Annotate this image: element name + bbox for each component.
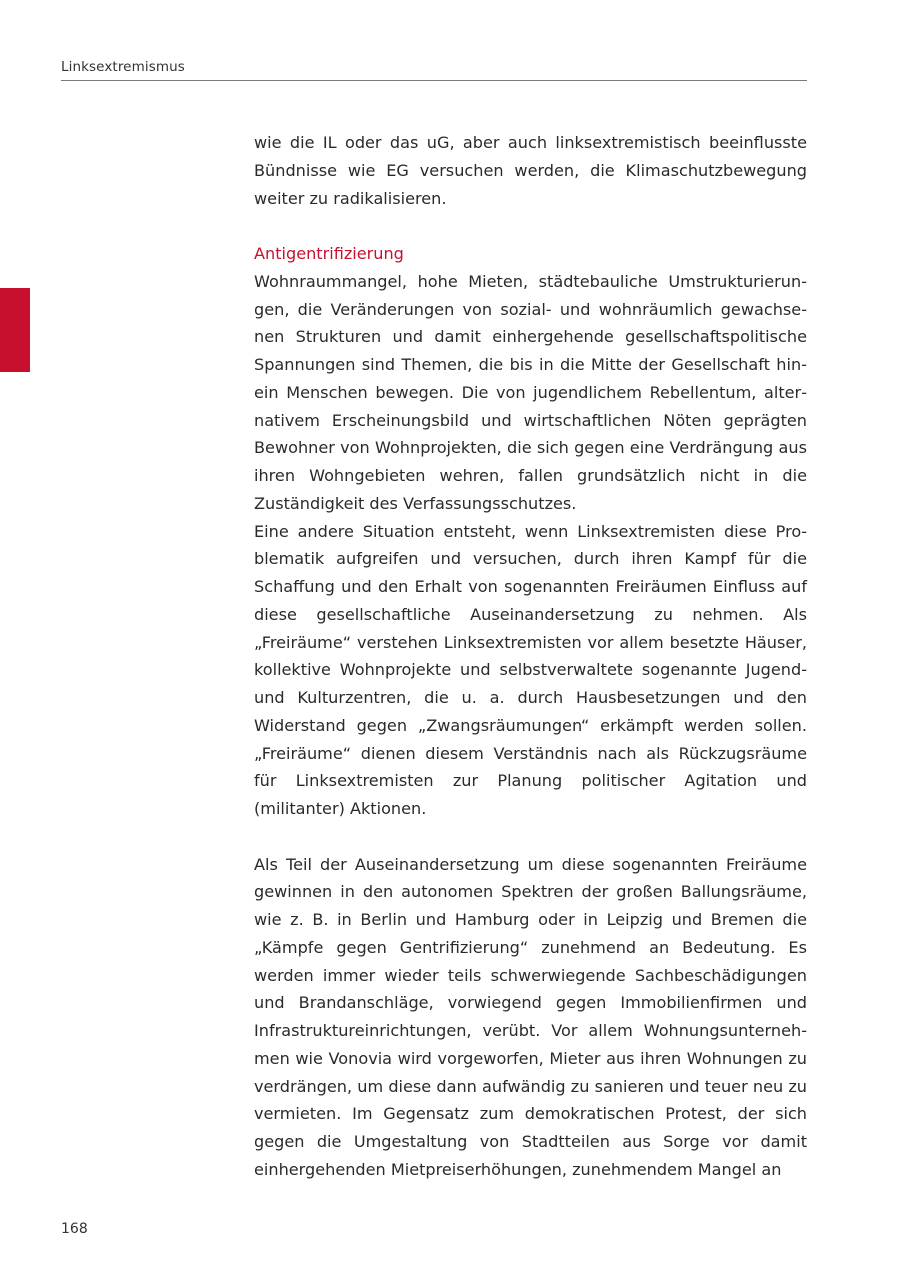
chapter-side-marker — [0, 288, 30, 372]
main-text-column — [254, 129, 807, 1184]
paragraph-spacer — [254, 823, 807, 851]
intro-paragraph: wie die IL oder das uG, aber auch linksextremistisch beeinflusste Bündnisse wie EG versuchen werden, die Klimaschutzbewegung weiter zu radikalisieren. — [254, 133, 807, 208]
running-head-title: Linksextremismus — [61, 59, 185, 75]
body-paragraph-2: Eine andere Situation entsteht, wenn Linksextremisten diese Problematik aufgreifen und versuchen, durch ihren Kampf für die Schaffung und den Erhalt von sogenannten Freiräumen Einfluss auf diese gesellschaftliche Auseinandersetzung zu nehmen. Als „Freiräume“ verstehen Linksextremisten vor allem besetzte Häuser, kollektive Wohnprojekte und selbstverwaltete sogenannte Jugend- und Kulturzentren, die u. a. durch Hausbesetzungen und den Widerstand gegen „Zwangsräumungen“ erkämpft werden sollen. „Freiräume“ dienen diesem Verständnis nach als Rückzugsräume für Linksextremisten zur Planung politischer Agitation und (militanter) Aktionen. — [254, 521, 807, 818]
paragraph-spacer — [254, 212, 807, 240]
page-number: 168 — [61, 1221, 88, 1237]
body-paragraph-1: Wohnraummangel, hohe Mieten, städtebauliche Umstrukturierungen, die Veränderungen von sozial- und wohnräumlich gewachsenen Strukturen und damit einhergehende gesellschaftspolitische Spannungen sind Themen, die bis in die Mitte der Gesellschaft hinein Menschen bewegen. Die von jugendlichem Rebellentum, alternativem Erscheinungsbild und wirtschaftlichen Nöten geprägten Bewohner von Wohnprojekten, die sich gegen eine Verdrängung aus ihren Wohngebieten wehren, fallen grundsätzlich nicht in die Zuständigkeit des Verfassungsschutzes. — [254, 271, 807, 513]
body-paragraph-3: Als Teil der Auseinandersetzung um diese sogenannten Freiräume gewinnen in den autonomen Spektren der großen Ballungsräume, wie z. B. in Berlin und Hamburg oder in Leipzig und Bremen die „Kämpfe gegen Gentrifizierung“ zunehmend an Bedeutung. Es werden immer wieder teils schwerwiegende Sachbeschädigungen und Brandanschläge, vorwiegend gegen Immobilienfirmen und Infrastruktureinrichtungen, verübt. Vor allem Wohnungsunternehmen wie Vonovia wird vorgeworfen, Mieter aus ihren Wohnungen zu verdrängen, um diese dann aufwändig zu sanieren und teuer neu zu vermieten. Im Gegensatz zum demokratischen Protest, der sich gegen die Umgestaltung von Stadtteilen aus Sorge vor damit einhergehenden Mietpreiserhöhungen, zunehmendem Mangel an — [254, 854, 807, 1179]
header-rule — [61, 80, 807, 81]
section-heading: Antigentrifizierung — [254, 244, 404, 263]
